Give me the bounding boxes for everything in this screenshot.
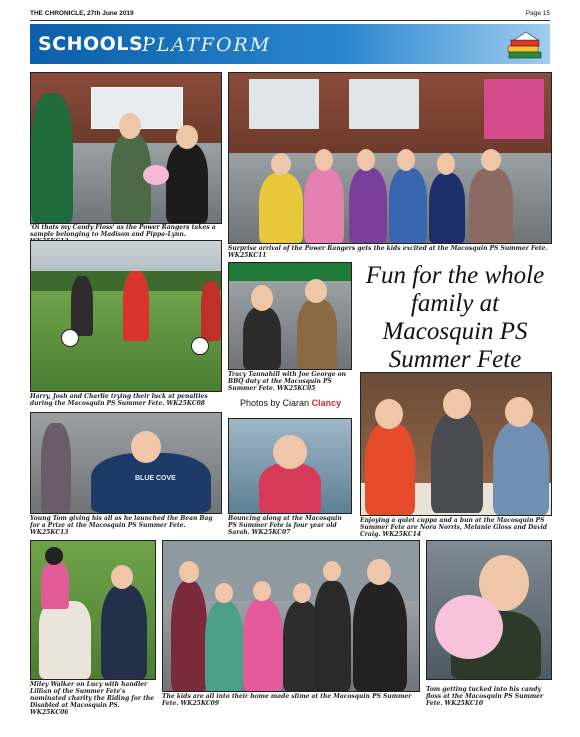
caption-wk25kc10: Tom getting tucked into his candy floss at the Macosquin PS Summer Fete. WK25KC10: [426, 686, 544, 707]
caption-wk25kc14: Enjoying a quiet cuppa and a bun at the Macosquin PS Summer Fete are Nora Norris, Melanie Gloss and David Craig. WK25KC14: [360, 517, 548, 538]
photo-penalties: [30, 240, 222, 392]
photo-bean-bag: [30, 412, 222, 514]
caption-wk25kc06: Miley Walker on Lucy with handler Lillian of the Summer Fete's nominated charity the Riding for the Disabled at Macosquin PS. WK25KC06: [30, 681, 155, 716]
caption-wk25kc09: The kids are all into their home made slime at the Macosquin PS Summer Fete. WK25KC09: [162, 693, 412, 707]
page-number: Page 15: [525, 10, 550, 17]
photo-candy-floss-ranger: [30, 72, 222, 224]
caption-wk25kc11: Surprise arrival of the Power Rangers gets the kids excited at the Macosquin PS Summer Fete. WK25KC11: [228, 245, 548, 259]
shirt-text: BLUE COVE: [135, 475, 176, 482]
headline-line-2: family at: [410, 290, 500, 317]
section-title: SCHOOLS': [38, 33, 150, 55]
photo-bouncing-sarah: [228, 418, 352, 514]
books-icon: [506, 28, 544, 60]
credit-surname: Clancy: [311, 398, 342, 408]
caption-wk25kc12: 'Oi thats my Candy Floss' as the Power Rangers takes a sample belonging to Madison and Pippa-Lynn.: [30, 224, 216, 238]
photo-credit: [240, 398, 360, 408]
headline: [360, 262, 550, 374]
caption-wk25kc07: Bouncing along at the Macosquin PS Summer Fete is four year old Sarah. WK25KC07: [228, 515, 342, 536]
section-subtitle: PLATFORM: [142, 34, 272, 56]
credit-label: Photos by Ciaran: [240, 398, 310, 408]
caption-wk25kc13: Young Tom giving his all as he launched the Bean Bag for a Prize at the Macosquin PS Summer Fete. WK25KC13: [30, 515, 213, 536]
photo-bbq: [228, 262, 352, 370]
photo-candy-floss-tom: [426, 540, 552, 680]
photo-pony-ride: [30, 540, 156, 680]
header-rule: [30, 20, 550, 21]
running-head: [30, 8, 550, 20]
headline-line-1: Fun for the whole: [365, 262, 545, 289]
caption-wk25kc05: Tracy Tannahill with Joe George on BBQ duty at the Macosquin PS Summer Fete. WK25KC05: [228, 371, 346, 392]
section-banner: [30, 24, 550, 64]
headline-line-3: Macosquin PS: [382, 318, 528, 345]
photo-home-made-slime: [162, 540, 420, 692]
photo-power-rangers-group: [228, 72, 552, 244]
publication-date: THE CHRONICLE, 27th June 2019: [30, 10, 134, 17]
caption-wk25kc08: Harry, Josh and Charlie trying their luck at penalties during the Macosquin PS Summer Fete. WK25KC08: [30, 393, 208, 407]
photo-cuppa-and-bun: [360, 372, 552, 516]
headline-line-4: Summer Fete: [388, 346, 522, 373]
